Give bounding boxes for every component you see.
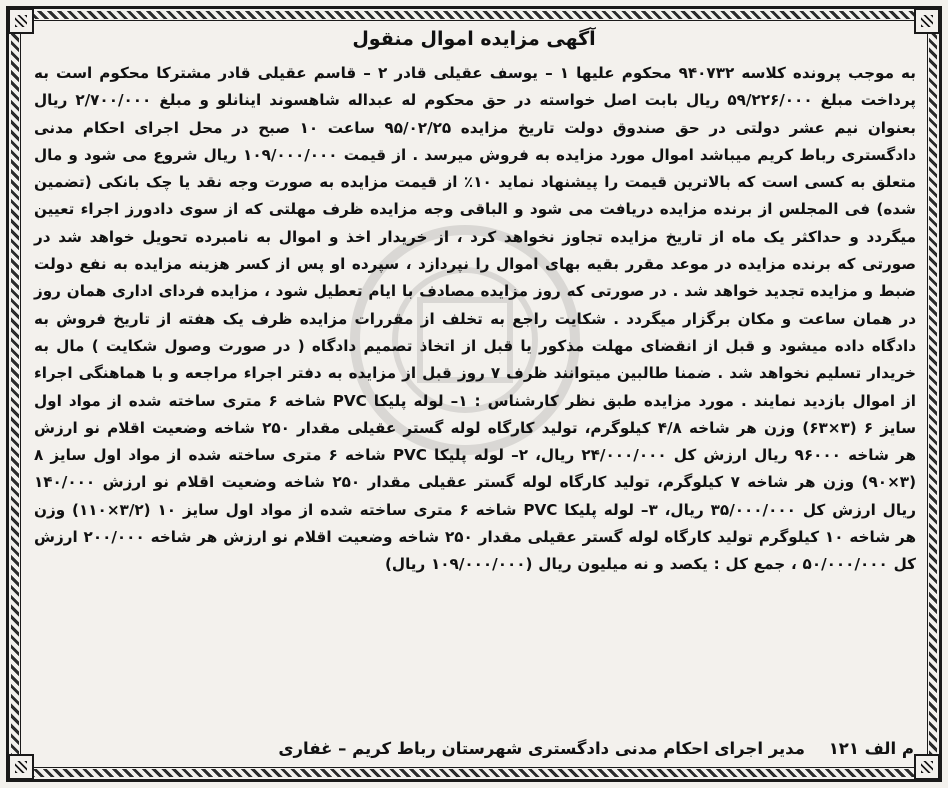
notice-signature: مدیر اجرای احکام مدنی دادگستری شهرستان رباط کریم – غفاری — [278, 739, 805, 758]
notice-body: به موجب پرونده کلاسه ۹۴۰۷۳۲ محکوم علیها ۱ – یوسف عقیلی قادر ۲ – قاسم عقیلی قادر مشترکا محکوم است به پرداخت مبلغ ۵۹/۲۲۶/۰۰۰ ریال بابت اصل خواسته در حق محکوم له عبداله شاهسوند اینانلو و مبلغ ۲/۷۰۰/۰۰۰ ریال بعنوان نیم عشر دولتی در حق صندوق دولت تاریخ مزایده ۹۵/۰۲/۲۵ ساعت ۱۰ صبح در محل اجرای احکام مدنی دادگستری رباط کریم میباشد اموال مورد مزایده به فروش میرسد . از قیمت ۱۰۹/۰۰۰/۰۰۰ ریال شروع می شود و مال متعلق به کسی است که بالاترین قیمت را پیشنهاد نماید ۱۰٪ از قیمت مزایده به صورت وجه نقد یا چک بانکی (تضمین شده) فی المجلس از برنده مزایده دریافت می شود و الباقی وجه مزایده ظرف مهلتی که از سوی دادورز اجراء تعیین میگردد و حداکثر یک ماه از تاریخ مزایده تجاوز نخواهد کرد ، از خریدار اخذ و اموال به نامبرده تحویل خواهد شد در صورتی که برنده مزایده در موعد مقرر بقیه بهای اموال را نپردازد ، سپرده او پس از کسر هزینه مزایده به نفع دولت ضبط و مزایده تجدید خواهد شد . در صورتی که روز مزایده مصادف با ایام تعطیل شود ، مزایده فردای اداری همان روز در همان ساعت و مکان برگزار میگردد . شکایت راجع به تخلف از مقررات مزایده ظرف یک هفته از تاریخ فروش به دادگاه داده میشود و قبل از انقضای مهلت مذکور یا قبل از اتخاذ تصمیم دادگاه ( در صورت وصول شکایت ) مال به خریدار تسلیم نخواهد شد . ضمنا طالبین میتوانند ظرف ۷ روز قبل از مزایده به دفتر اجراء مراجعه و با هماهنگی اجراء از اموال بازدید نمایند . مورد مزایده طبق نظر کارشناس : ۱– لوله پلیکا PVC شاخه ۶ متری ساخته شده از مواد اول سایز ۶ (۳×۶۳) وزن هر شاخه ۴/۸ کیلوگرم، تولید کارگاه لوله گستر عقیلی مقدار ۲۵۰ شاخه وضعیت اقلام نو ارزش هر شاخه ۹۶۰۰۰ ریال ارزش کل ۲۴/۰۰۰/۰۰۰ ریال، ۲– لوله پلیکا PVC شاخه ۶ متری ساخته شده از مواد اول سایز ۸ (۳×۹۰) وزن هر شاخه ۷ کیلوگرم، تولید کارگاه لوله گستر عقیلی مقدار ۲۵۰ شاخه وضعیت اقلام نو ارزش ۱۴۰/۰۰۰ ریال ارزش کل ۳۵/۰۰۰/۰۰۰ ریال، ۳– لوله پلیکا PVC شاخه ۶ متری ساخته شده از مواد اول سایز ۱۰ (۳/۲×۱۱۰) وزن هر شاخه ۱۰ کیلوگرم تولید کارگاه لوله گستر عقیلی مقدار ۲۵۰ شاخه وضعیت اقلام نو ارزش هر شاخه ۲۰۰/۰۰۰ ارزش کل ۵۰/۰۰۰/۰۰۰ ، جمع کل : یکصد و نه میلیون ریال (۱۰۹/۰۰۰/۰۰۰ ریال) — [34, 64, 917, 574]
notice-content — [26, 24, 922, 764]
notice-title: آگهی مزایده اموال منقول — [352, 28, 596, 50]
notice-code: م الف ۱۲۱ — [828, 739, 914, 758]
notice-footer — [36, 736, 914, 762]
